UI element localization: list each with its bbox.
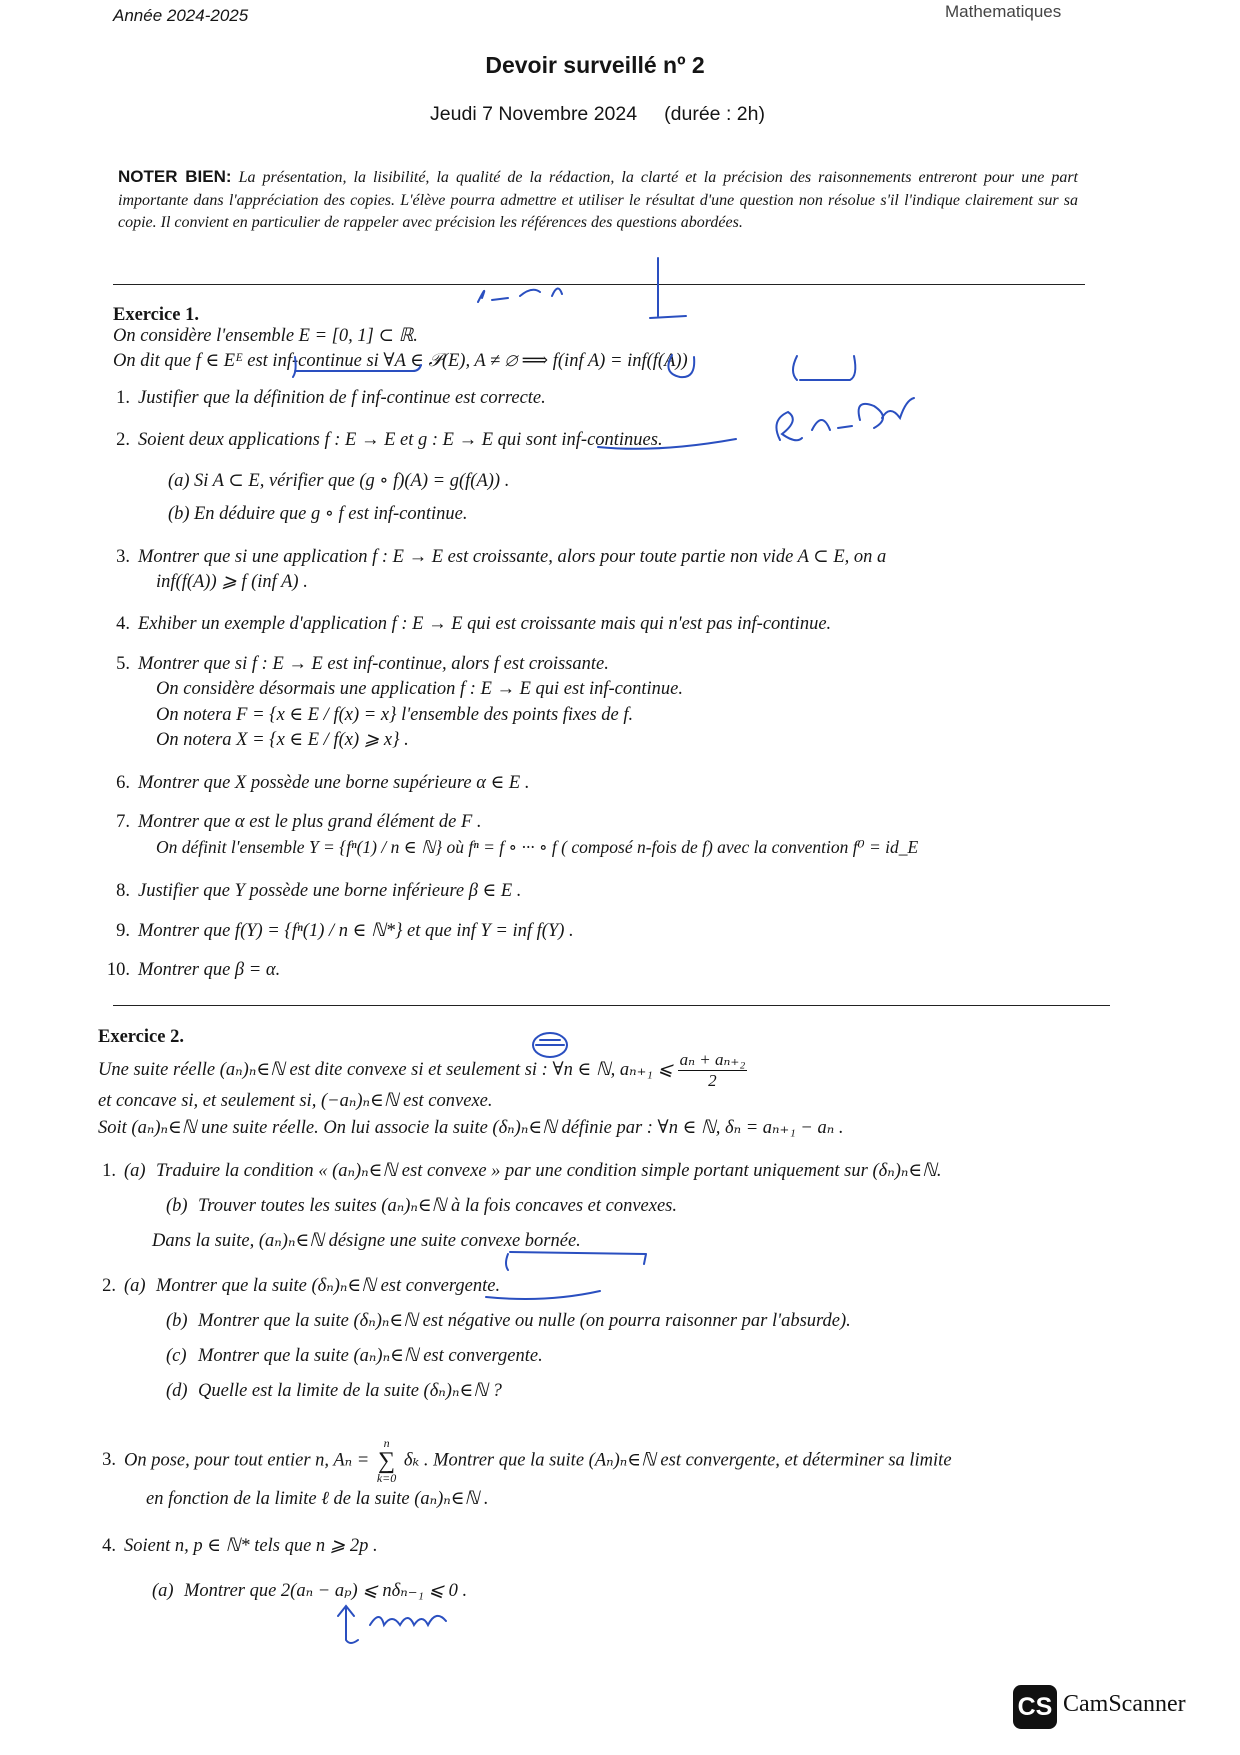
- ex2-q2c: (c) Montrer que la suite (aₙ)ₙ∈ℕ est convergente.: [166, 1346, 543, 1366]
- ex2-q3-cont: en fonction de la limite ℓ de la suite (aₙ)ₙ∈ℕ .: [146, 1489, 489, 1509]
- ex1-q4: 4. Exhiber un exemple d'application f : E → E qui est croissante mais qui n'est pas inf-continue.: [116, 614, 832, 634]
- ex2-definition-1: Une suite réelle (aₙ)ₙ∈ℕ est dite convexe si et seulement si : ∀n ∈ ℕ, aₙ₊₁ ⩽ $\frac{\text{aₙ + aₙ₊₂}}{2}$: [98, 1050, 746, 1090]
- ex1-intro-2: On dit que f ∈ Eᴱ est inf-continue si ∀A ∈ 𝒫(E), A ≠ ∅ ⟹ f(inf A) = inf(f(A)): [113, 351, 688, 371]
- school-year: Année 2024-2025: [113, 6, 249, 25]
- ex2-q2b: (b) Montrer que la suite (δₙ)ₙ∈ℕ est négative ou nulle (on pourra raisonner par l'absurde).: [166, 1311, 851, 1331]
- ex1-q6: 6. Montrer que X possède une borne supérieure α ∈ E .: [116, 773, 530, 793]
- instructions-text: La présentation, la lisibilité, la qualité de la rédaction, la clarté et la précision des raisonnements entreront pour une part importante dans l'appréciation des copies. L'élève pourra admettre et utiliser le résultat d'une question non résolue s'il l'indique clairement sur sa copie. Il convient en particulier de rappeler avec précision les références des questions abordées.: [118, 169, 1078, 231]
- ex2-q1b: (b) Trouver toutes les suites (aₙ)ₙ∈ℕ à la fois concaves et convexes.: [166, 1196, 678, 1216]
- subject: Mathematiques: [945, 2, 1062, 21]
- ex2-q4: 4. Soient n, p ∈ ℕ* tels que n ⩾ 2p .: [102, 1536, 378, 1556]
- ex2-q3: 3. On pose, pour tout entier n, Aₙ = n ∑ k=0 δₖ . Montrer que la suite (Aₙ)ₙ∈ℕ est convergente, et déterminer sa limite: [102, 1436, 952, 1485]
- ex1-q2b: (b) En déduire que g ∘ f est inf-continue.: [168, 504, 468, 524]
- ex1-q9: 9. Montrer que f(Y) = {fⁿ(1) / n ∈ ℕ*} et que inf Y = inf f(Y) .: [116, 921, 574, 941]
- circle-inf-a: [668, 355, 694, 377]
- ex1-q5-cont-1: On considère désormais une application f : E → E qui est inf-continue.: [156, 679, 683, 699]
- ex1-q7-cont: On définit l'ensemble Y = {fⁿ(1) / n ∈ ℕ} où fⁿ = f ∘ ··· ∘ f ( composé n-fois de f) avec la convention f⁰ = id_E: [156, 837, 919, 857]
- ex2-definition-3: Soit (aₙ)ₙ∈ℕ une suite réelle. On lui associe la suite (δₙ)ₙ∈ℕ définie par : ∀n ∈ ℕ, δₙ = aₙ₊₁ − aₙ .: [98, 1118, 844, 1138]
- annotation-mark: [650, 258, 686, 318]
- ex1-intro-1: On considère l'ensemble E = [0, 1] ⊂ ℝ.: [113, 326, 418, 346]
- ex2-q2a: 2. (a) Montrer que la suite (δₙ)ₙ∈ℕ est convergente.: [102, 1276, 501, 1296]
- annotation-formula: [776, 398, 914, 440]
- circle-f-a: [793, 356, 855, 380]
- annotation-decroissante: [338, 1606, 446, 1643]
- page-title: Devoir surveillé nº 2: [485, 52, 705, 78]
- ex1-q2a: (a) Si A ⊂ E, vérifier que (g ∘ f)(A) = g(f(A)) .: [168, 471, 510, 491]
- ex1-q2: 2. Soient deux applications f : E → E et g : E → E qui sont inf-continues.: [116, 430, 663, 450]
- underline-inf-continue: [293, 357, 421, 377]
- instructions-label: NOTER BIEN:: [118, 167, 232, 186]
- sum-symbol: n ∑ k=0: [376, 1436, 397, 1485]
- underline-inf-continues: [598, 439, 736, 449]
- camscanner-logo: CS: [1013, 1685, 1057, 1729]
- ex1-q10: 10. Montrer que β = α.: [106, 960, 281, 980]
- ex1-q8: 8. Justifier que Y possède une borne inférieure β ∈ E .: [116, 881, 522, 901]
- ex1-q5-cont-2: On notera F = {x ∈ E / f(x) = x} l'ensemble des points fixes de f.: [156, 705, 634, 725]
- ex1-q3-cont: inf(f(A)) ⩾ f (inf A) .: [156, 572, 308, 592]
- ex1-q3: 3. Montrer que si une application f : E → E est croissante, alors pour toute partie non vide A ⊂ E, on a: [116, 547, 887, 567]
- ex1-q5: 5. Montrer que si f : E → E est inf-continue, alors f est croissante.: [116, 654, 609, 674]
- ex1-q7: 7. Montrer que α est le plus grand élément de F .: [116, 812, 482, 832]
- annotation-scribble-1: [478, 288, 562, 302]
- date-line: Jeudi 7 Novembre 2024 (durée : 2h): [430, 103, 765, 125]
- fraction: $\frac{\text{aₙ + aₙ₊₂}}{2}$: [679, 1050, 746, 1090]
- ex2-title: Exercice 2.: [98, 1027, 184, 1047]
- ex2-q1a: 1. (a) Traduire la condition « (aₙ)ₙ∈ℕ est convexe » par une condition simple portant uniquement sur (δₙ)ₙ∈ℕ.: [102, 1161, 942, 1181]
- ex1-q1: 1. Justifier que la définition de f inf-continue est correcte.: [116, 388, 546, 408]
- camscanner-brand: CamScanner: [1063, 1691, 1186, 1717]
- ex2-definition-2: et concave si, et seulement si, (−aₙ)ₙ∈ℕ est convexe.: [98, 1091, 493, 1111]
- underline-convergente: [486, 1291, 600, 1299]
- ex2-q1-note: Dans la suite, (aₙ)ₙ∈ℕ désigne une suite convexe bornée.: [152, 1231, 581, 1251]
- ex1-q5-cont-3: On notera X = {x ∈ E / f(x) ⩾ x} .: [156, 730, 409, 750]
- box-convexe-bornee: [506, 1252, 646, 1270]
- ex2-q4a: (a) Montrer que 2(aₙ − aₚ) ⩽ nδₙ₋₁ ⩽ 0 .: [152, 1581, 468, 1601]
- ex2-q2d: (d) Quelle est la limite de la suite (δₙ)ₙ∈ℕ ?: [166, 1381, 502, 1401]
- ex1-title: Exercice 1.: [113, 305, 199, 325]
